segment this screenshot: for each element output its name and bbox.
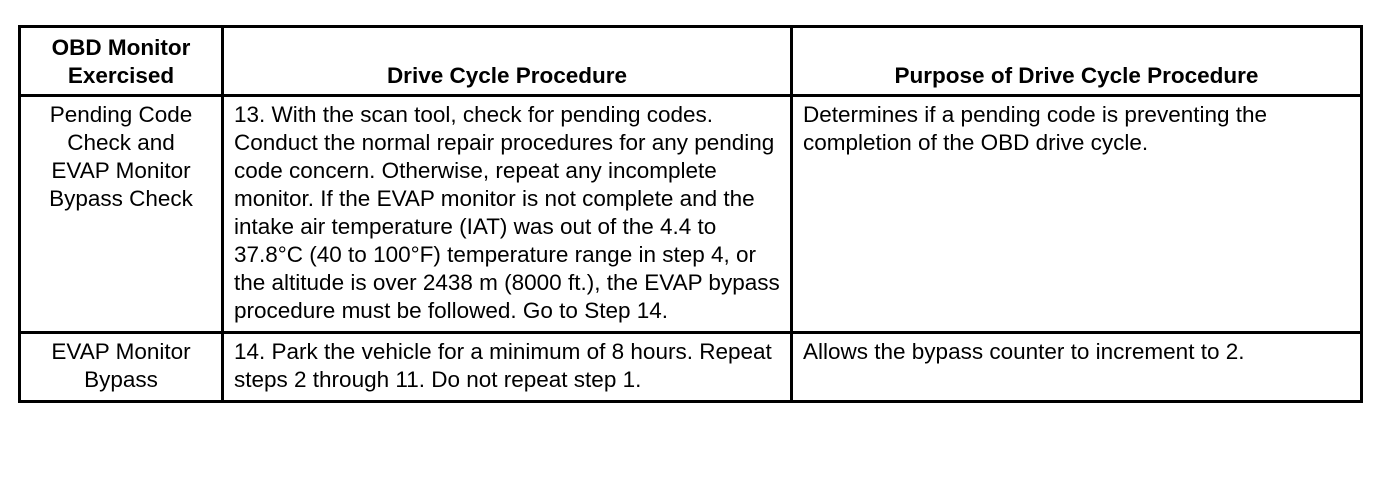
header-drive-cycle-procedure: Drive Cycle Procedure <box>223 27 792 96</box>
drive-cycle-table <box>18 25 1363 403</box>
purpose-cell: Allows the bypass counter to increment to 2. <box>792 333 1362 402</box>
header-purpose: Purpose of Drive Cycle Procedure <box>792 27 1362 96</box>
table-row <box>20 96 1362 333</box>
monitor-cell: Pending Code Check and EVAP Monitor Bypass Check <box>20 96 223 333</box>
purpose-cell: Determines if a pending code is preventing the completion of the OBD drive cycle. <box>792 96 1362 333</box>
table-header-row <box>20 27 1362 96</box>
table-row <box>20 333 1362 402</box>
procedure-cell: 13. With the scan tool, check for pending codes. Conduct the normal repair procedures for any pending code concern. Otherwise, repeat any incomplete monitor. If the EVAP monitor is not complete and the intake air temperature (IAT) was out of the 4.4 to 37.8°C (40 to 100°F) temperature range in step 4, or the altitude is over 2438 m (8000 ft.), the EVAP bypass procedure must be followed. Go to Step 14. <box>223 96 792 333</box>
header-obd-monitor: OBD Monitor Exercised <box>20 27 223 96</box>
procedure-cell: 14. Park the vehicle for a minimum of 8 hours. Repeat steps 2 through 11. Do not repeat step 1. <box>223 333 792 402</box>
monitor-cell: EVAP Monitor Bypass <box>20 333 223 402</box>
